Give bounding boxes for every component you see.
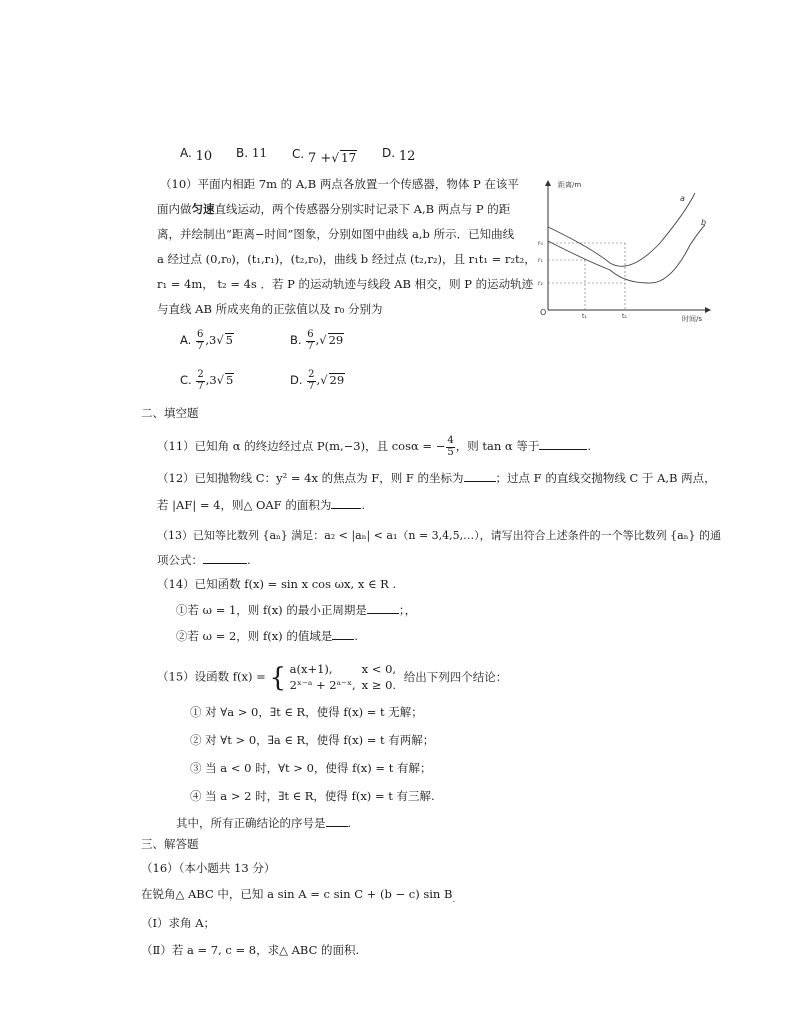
q11-post: ，则 tan α 等于 [455,439,540,453]
q9-option-d-label: D. [382,146,396,160]
q10-line-6: 与直线 AB 所成夹角的正弦值以及 r₀ 分别为 [157,302,383,316]
q15-statement-2: ② 对 ∀t > 0，∃a ∈ R，使得 f(x) = t 有两解； [190,733,435,747]
q12-line-1 [157,472,716,486]
q10-option-c-rest: ,3 [205,373,217,387]
q10-option-a-den: 7 [196,340,204,352]
q10-line-2 [157,203,510,217]
q11-answer-blank[interactable] [539,449,587,450]
q15-answer-blank[interactable] [326,826,348,827]
q10-line-3: 离，并绘制出“距离−时间”图象，分别如图中曲线 a,b 所示．已知曲线 [157,227,515,241]
q12-answer-blank-2[interactable] [331,508,361,509]
q10-option-d: D. $\frac{2}{7}$ ,√ 29 [290,369,345,392]
q15-statement-1: ① 对 ∀a > 0，∃t ∈ R，使得 f(x) = t 无解； [190,705,423,719]
label-r2: r₂ [538,280,543,287]
graph-y-label: 距离/m [558,181,582,189]
q15-statement-4: ④ 当 a > 2 时，∃t ∈ R，使得 f(x) = t 有三解. [190,789,435,803]
q12-answer-blank-1[interactable] [464,481,496,482]
q10-option-b-num: 6 [307,329,314,340]
q9-option-b-label: B. [236,146,249,160]
q11-frac-num: 4 [447,435,454,446]
graph-origin: O [540,308,547,317]
q15-case-1-expr: a(x+1), [289,662,333,676]
label-t2: t₂ [622,313,627,320]
q14-line-2 [176,604,416,618]
q9-option-d-value: 12 [398,149,416,164]
q10-option-a-rad: 5 [225,333,233,347]
q13-line-2: 项公式： . [157,553,251,567]
q16-stem: 在锐角△ ABC 中，已知 a sin A = c sin C + (b − c) $\sin B_.$ [141,887,455,904]
section-2-heading: 二、填空题 [141,406,199,420]
curve-b [548,225,705,283]
q13-answer-blank[interactable] [203,563,247,564]
q14-line-3-text: ②若 ω = 2，则 f(x) 的值域是 [176,629,333,643]
q14-line-2b: ；， [398,603,417,617]
q11-pre: （11）已知角 α 的终边经过点 P(m,−3)，且 cosα = − [157,439,446,453]
q10-option-d-rest: , [316,373,321,387]
q14-line-2a: ①若 ω = 1，则 f(x) 的最小正周期是 [176,603,367,617]
q12-line-1a: （12）已知抛物线 C：y² = 4x 的焦点为 F，则 F 的坐标为 [157,471,464,485]
q12-line-2: 若 |AF| = 4，则△ OAF 的面积为 . [157,498,365,512]
q10-option-d-label: D. [290,373,303,387]
q9-option-c-label: C. [292,147,305,161]
q10-option-a: A. $\frac{6}{7}$ ,3√ 5 [180,329,233,352]
q10-option-a-rest: ,3 [205,333,217,347]
q11-frac-den: 5 [447,446,454,458]
curve-a-label: a [680,194,685,203]
q13-line-2-text: 项公式： [157,553,203,567]
q10-option-c-den: 7 [197,380,204,392]
q10-line-4: a 经过点 (0,r₀)，(t₁,r₁)，(t₂,r₀)，曲线 b 经过点 (t₂,r₂)，且 r₁t₁ = r₂t₂， [157,252,536,266]
q9-option-b [236,146,267,160]
q15-case-2-expr: 2ˣ⁻ᵃ + 2ᵃ⁻ˣ, [289,677,356,692]
label-r1: r₁ [538,257,543,264]
q15-piecewise [290,662,396,693]
q10-line-2-a: 面内做 [157,202,192,216]
q15-conclusion: 其中，所有正确结论的序号是 . [176,816,352,830]
q15-case-2-cond: x ≥ 0. [361,677,397,692]
q15-statement-3: ③ 当 a < 0 时，∀t > 0，使得 f(x) = t 有解； [190,761,432,775]
q14-answer-blank-2[interactable] [332,639,354,640]
q10-option-c-num: 2 [197,369,204,380]
q10-option-b: B. $\frac{6}{7}$ ,√ 29 [290,329,344,352]
q15-pre: （15）设函数 f(x) = [157,669,266,684]
q16-title: （16）（本小题共 13 分） [141,861,276,875]
q14-answer-blank-1[interactable] [367,613,399,614]
q15-stem: （15）设函数 f(x) = { a(x+1), x < 0, 2ˣ⁻ᵃ + 2ᵃ⁻ˣ, x ≥ 0. 给出下列四个结论： [157,662,508,693]
q10-option-c-label: C. [180,373,192,387]
label-t1: t₁ [582,313,587,320]
q9-option-a-label: A. [180,146,192,160]
q13-line-1: （13）已知等比数列 {aₙ} 满足：a₂ < |aₙ| < a₁（n = 3,4,5,…），请写出符合上述条件的一个等比数列 {aₙ} 的通 [157,529,721,542]
q9-option-c-radicand: 17 [340,151,357,165]
q9-options [180,146,212,162]
q16-part-2: （Ⅱ）若 a = 7, c = 8，求△ ABC 的面积. [141,943,360,957]
q11: （11）已知角 α 的终边经过点 P(m,−3)，且 cosα = − $\frac{4}{5}$ ，则 tan α 等于 . [157,435,592,458]
section-3-heading: 三、解答题 [141,837,199,851]
q10-option-a-num: 6 [196,329,204,340]
curve-a [548,193,695,266]
q16-stem-text: 在锐角△ ABC 中，已知 a sin A = c sin C + (b − c) sin B [141,887,453,901]
q12-line-1b: ；过点 F 的直线交抛物线 C 于 A,B 两点， [495,471,716,485]
q10-option-c-rad: 5 [226,373,234,387]
q9-option-a-value: 10 [195,149,213,164]
q9-option-b-value: 11 [251,146,268,160]
graph-x-label: 时间/s [682,315,703,323]
q10-option-b-den: 7 [307,340,314,352]
q10-emphasis-uniform: 匀速 [191,202,215,216]
q14-line-1: （14）已知函数 f(x) = sin x cos ωx, x ∈ R . [157,577,397,591]
q15-post: 给出下列四个结论： [403,669,508,684]
q10-option-d-den: 7 [308,380,315,392]
q10-option-d-num: 2 [308,369,315,380]
q10-option-b-label: B. [290,333,302,347]
q16-part-1: （Ⅰ）求角 A； [141,916,216,930]
q10-option-b-rest: , [315,333,320,347]
q10-option-d-rad: 29 [329,373,345,387]
distance-time-graph [530,175,720,325]
q12-line-2a: 若 |AF| = 4，则△ OAF 的面积为 [157,498,332,512]
q9-option-c-value-pre: 7 + [308,151,332,166]
label-r0: r₀ [538,240,543,247]
q9-option-c: C. 7 +√ 17 [292,147,357,166]
q9-option-d [382,146,415,162]
q14-line-3: ②若 ω = 2，则 f(x) 的值域是 . [176,629,358,643]
q10-option-a-label: A. [180,333,192,347]
q10-option-c: C. $\frac{2}{7}$ ,3√ 5 [180,369,234,392]
q10-line-2-c: 直线运动，两个传感器分别实时记录下 A,B 两点与 P 的距 [214,202,511,216]
q10-line-5: r₁ = 4m， t₂ = 4s ．若 P 的运动轨迹与线段 AB 相交，则 P 的运动轨迹 [157,277,534,291]
q10-option-b-rad: 29 [328,333,344,347]
q15-case-1-cond: x < 0, [361,662,397,676]
curve-b-label: b [701,218,707,227]
q15-conclusion-text: 其中，所有正确结论的序号是 [176,816,326,830]
q10-line-1: （10）平面内相距 7m 的 A,B 两点各放置一个传感器，物体 P 在该平 [160,177,519,191]
